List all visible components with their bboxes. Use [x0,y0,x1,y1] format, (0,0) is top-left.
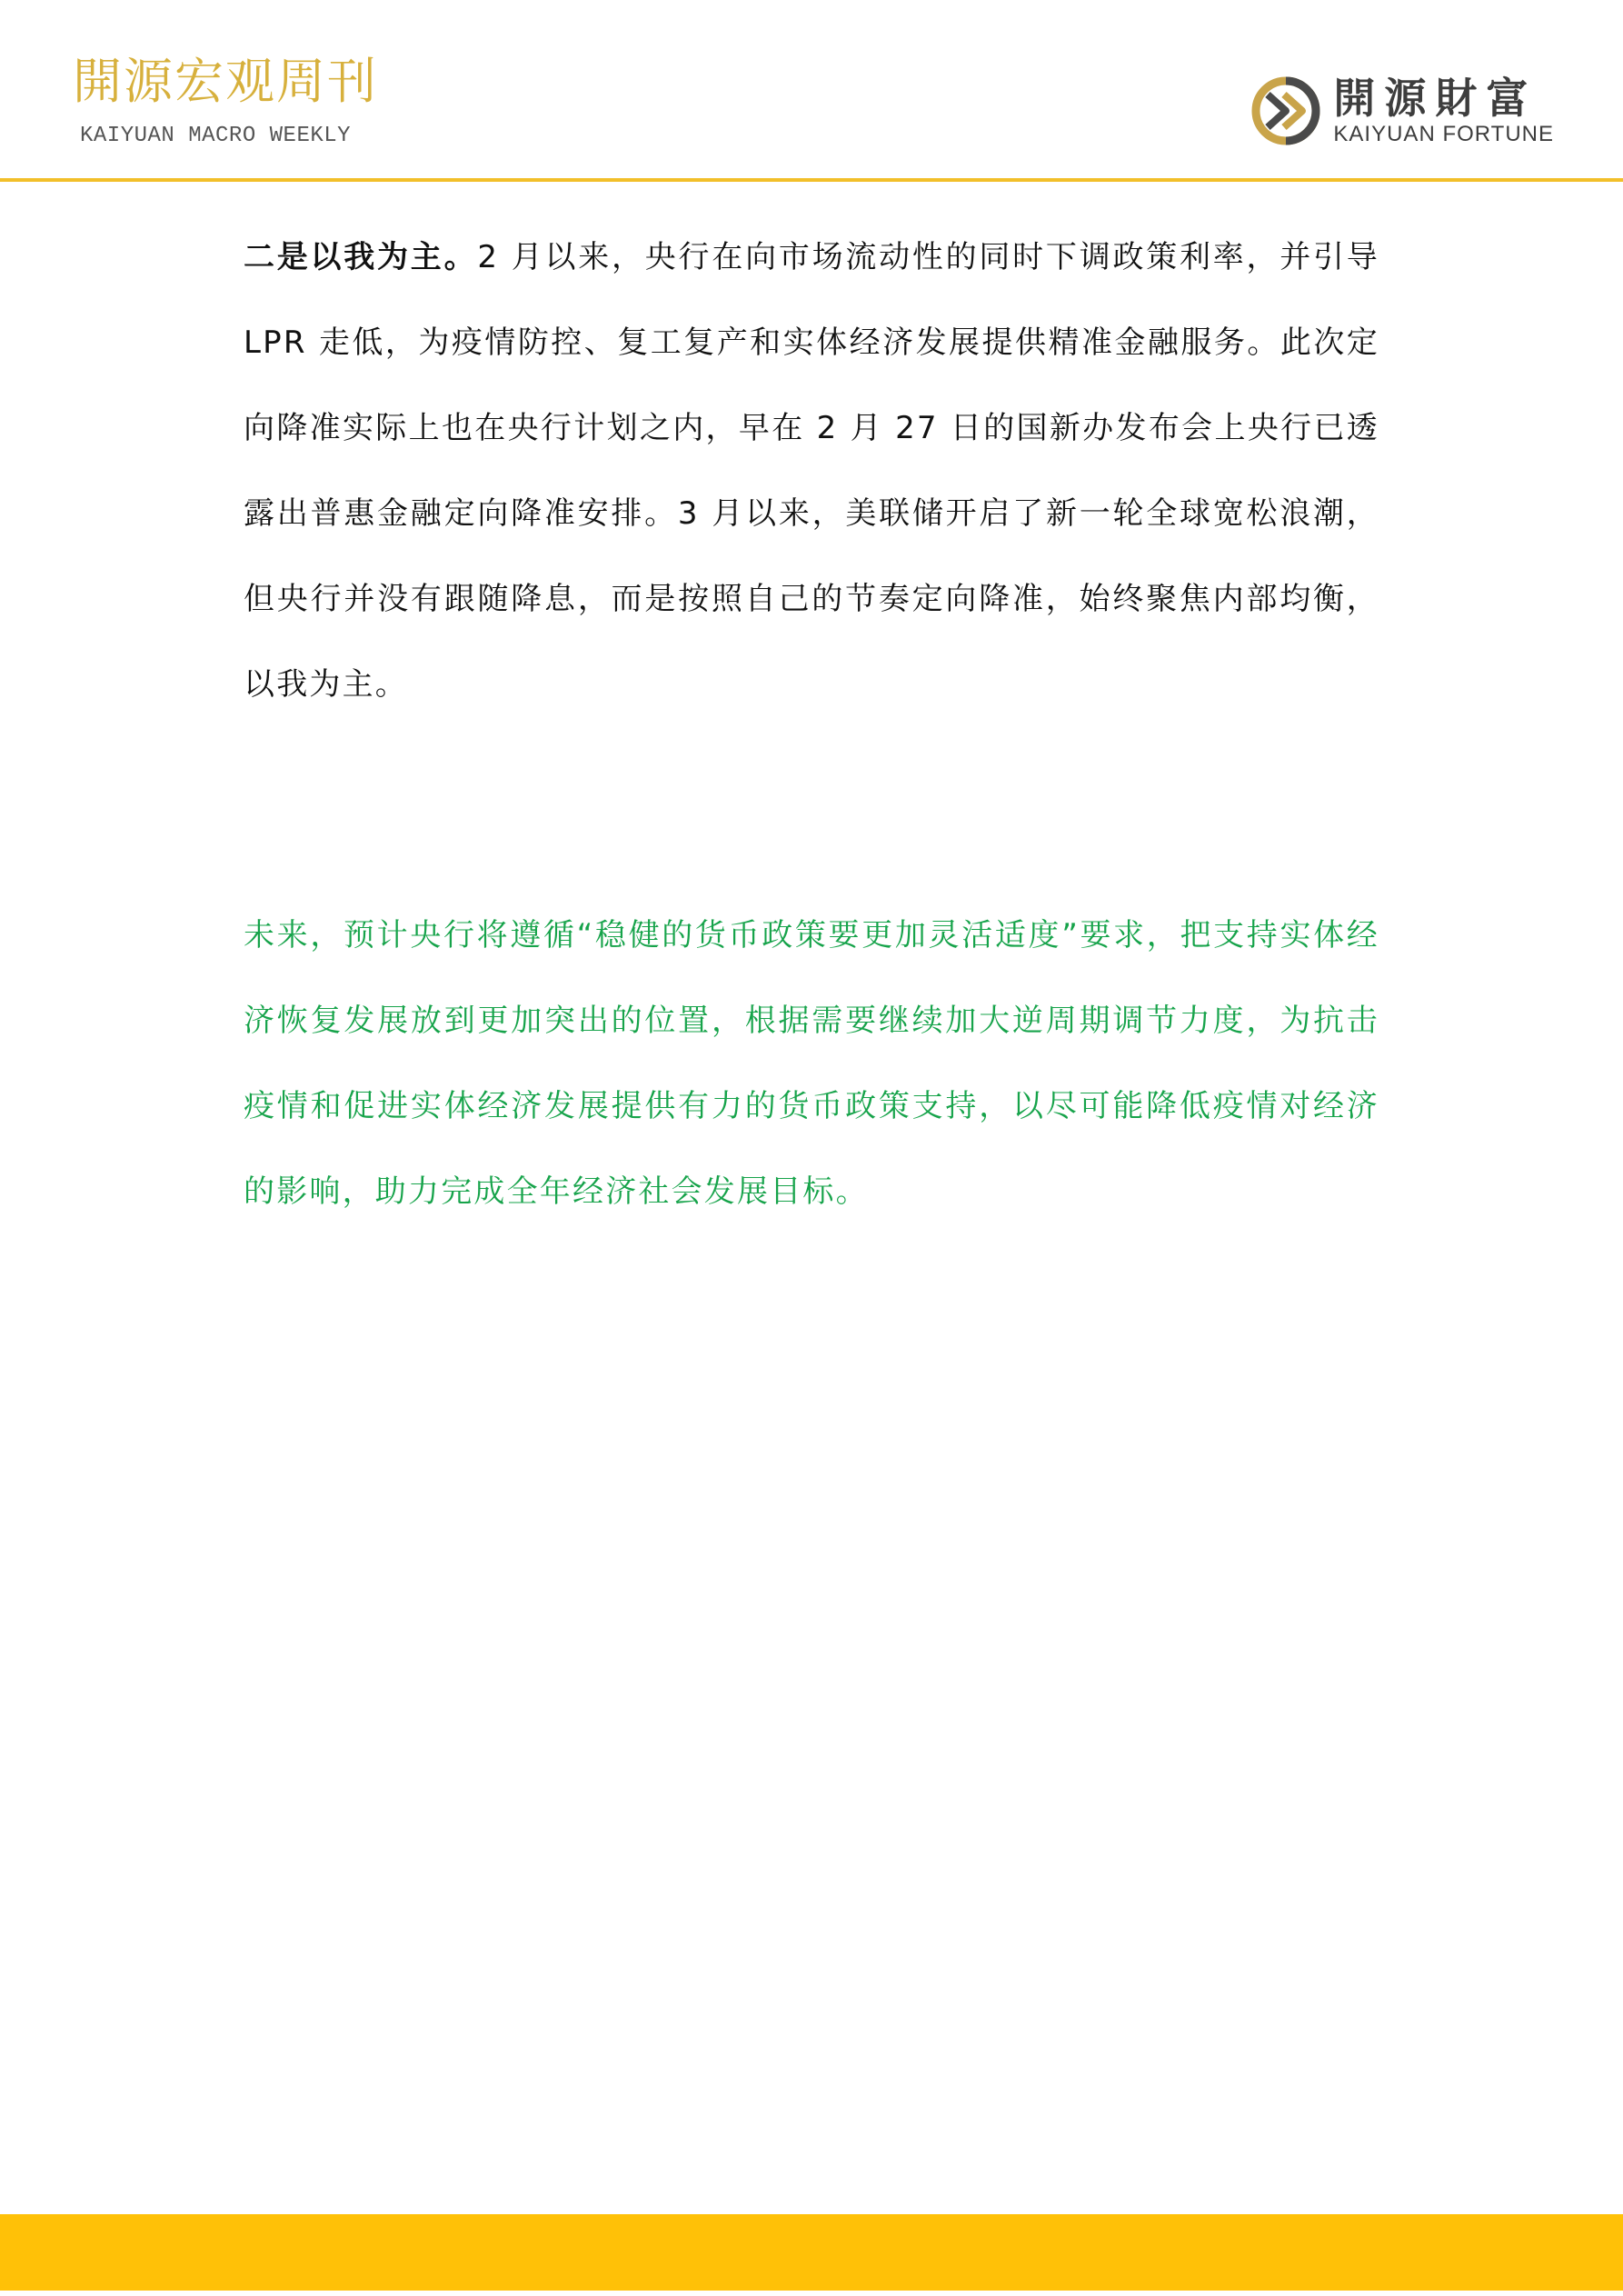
paragraph-outlook: 未来，预计央行将遵循“稳健的货币政策要更加灵活适度”要求，把支持实体经济恢复发展放到更加突出的位置，根据需要继续加大逆周期调节力度，为抗击疫情和促进实体经济发展提供有力的货币政策支持，以尽可能降低疫情对经济的影响，助力完成全年经济社会发展目标。 [244,917,1379,1210]
footer-bar [0,2214,1623,2291]
paragraph-lead: 二是以我为主。 [244,239,478,275]
report-body [244,215,1379,1210]
report-title: 開源宏观周刊 [73,53,378,110]
brand-block [1250,65,1554,156]
report-subtitle: KAIYUAN MACRO WEEKLY [80,124,352,148]
kaiyuan-logo-icon [1250,75,1322,147]
brand-text [1333,75,1554,147]
header-divider [0,178,1623,182]
paragraph-text: 2 月以来，央行在向市场流动性的同时下调政策利率，并引导 LPR 走低，为疫情防控、复工复产和实体经济发展提供精准金融服务。此次定向降准实际上也在央行计划之内，早在 2 月 27 日的国新办发布会上央行已透露出普惠金融定向降准安排。3 月以来，美联储开启了新一轮全球宽松浪潮，但央行并没有跟随降息，而是按照自己的节奏定向降准，始终聚焦内部均衡，以我为主。 [244,239,1379,703]
page-header [0,0,1623,178]
brand-name-cn: 開源財富 [1333,74,1538,123]
paragraph-self-driven-policy [244,215,1379,727]
brand-name-en: KAIYUAN FORTUNE [1333,122,1554,146]
